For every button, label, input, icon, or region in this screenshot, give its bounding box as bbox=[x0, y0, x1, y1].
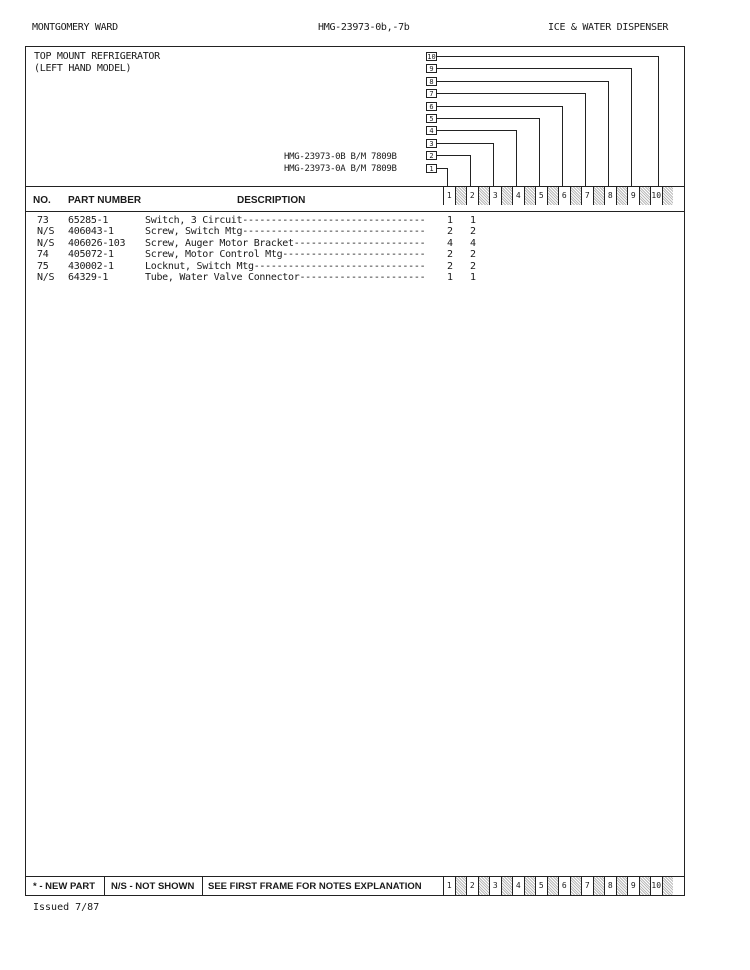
row-item-no: 74 bbox=[37, 249, 49, 261]
model-leader-v-10 bbox=[658, 56, 659, 186]
row-qty-col-1: 4 bbox=[447, 237, 453, 249]
model-column-shade bbox=[616, 187, 628, 205]
col-header-no: NO. bbox=[33, 195, 51, 206]
row-item-no: N/S bbox=[37, 226, 55, 238]
row-qty-col-1: 2 bbox=[447, 260, 453, 272]
row-qty-col-2: 1 bbox=[470, 272, 476, 283]
model-leader-h-5 bbox=[437, 118, 539, 119]
issue-date: Issued 7/87 bbox=[33, 902, 100, 913]
row-description: Tube, Water Valve Connector---------------------- bbox=[145, 272, 426, 283]
row-qty-col-2: 2 bbox=[470, 249, 476, 261]
model-column-shade bbox=[639, 877, 651, 895]
model-box-1: 1 bbox=[426, 164, 437, 173]
model-leader-v-8 bbox=[608, 81, 609, 186]
row-part-number: 64329-1 bbox=[68, 272, 109, 283]
row-qty-col-2: 1 bbox=[470, 215, 476, 226]
row-description: Locknut, Switch Mtg------------------------------ bbox=[145, 260, 426, 272]
model-column-5: 5 bbox=[535, 187, 547, 205]
row-item-no: N/S bbox=[37, 237, 55, 249]
row-qty-col-2: 2 bbox=[470, 260, 476, 272]
row-qty-col-1: 1 bbox=[447, 215, 453, 226]
model-leader-h-7 bbox=[437, 93, 585, 94]
model-column-shade bbox=[501, 877, 513, 895]
model-box-3: 3 bbox=[426, 139, 437, 148]
model-leader-h-1 bbox=[437, 168, 447, 169]
model-column-8: 8 bbox=[604, 877, 616, 895]
model-leader-v-9 bbox=[631, 68, 632, 186]
model-leader-v-4 bbox=[516, 130, 517, 186]
footer-rule bbox=[25, 876, 685, 877]
model-column-7: 7 bbox=[581, 877, 593, 895]
model-column-4: 4 bbox=[512, 187, 524, 205]
model-column-shade bbox=[547, 877, 559, 895]
footer-divider-1 bbox=[104, 876, 105, 895]
col-header-part-number: PART NUMBER bbox=[68, 195, 142, 206]
row-qty-col-1: 2 bbox=[447, 226, 453, 238]
model-box-9: 9 bbox=[426, 64, 437, 73]
model-column-4: 4 bbox=[512, 877, 524, 895]
model-column-7: 7 bbox=[581, 187, 593, 205]
row-item-no: 73 bbox=[37, 215, 49, 226]
model-column-shade bbox=[547, 187, 559, 205]
model-number-header: HMG-23973-0b,-7b bbox=[318, 22, 410, 33]
model-column-1: 1 bbox=[443, 877, 455, 895]
model-column-3: 3 bbox=[489, 187, 501, 205]
model-column-shade bbox=[570, 877, 582, 895]
row-item-no: 75 bbox=[37, 260, 49, 272]
model-column-shade bbox=[593, 187, 605, 205]
model-box-8: 8 bbox=[426, 77, 437, 86]
model-column-2: 2 bbox=[466, 877, 478, 895]
model-column-1: 1 bbox=[443, 187, 455, 205]
model-column-2: 2 bbox=[466, 187, 478, 205]
header-rule-bottom bbox=[25, 211, 685, 212]
model-box-7: 7 bbox=[426, 89, 437, 98]
footer-not-shown: N/S - NOT SHOWN bbox=[111, 881, 195, 892]
row-qty-col-1: 2 bbox=[447, 249, 453, 261]
model-leader-h-4 bbox=[437, 130, 516, 131]
model-box-5: 5 bbox=[426, 114, 437, 123]
row-part-number: 430002-1 bbox=[68, 260, 114, 272]
model-column-shade bbox=[455, 877, 467, 895]
row-part-number: 406026-103 bbox=[68, 237, 126, 249]
row-part-number: 405072-1 bbox=[68, 249, 114, 261]
model-column-5: 5 bbox=[535, 877, 547, 895]
model-leader-v-2 bbox=[470, 155, 471, 186]
model-box-2: 2 bbox=[426, 151, 437, 160]
row-description: Switch, 3 Circuit-------------------------------- bbox=[145, 215, 426, 226]
row-part-number: 406043-1 bbox=[68, 226, 114, 238]
model-leader-h-8 bbox=[437, 81, 608, 82]
model-column-6: 6 bbox=[558, 877, 570, 895]
footer-divider-2 bbox=[202, 876, 203, 895]
model-box-6: 6 bbox=[426, 102, 437, 111]
row-item-no: N/S bbox=[37, 272, 55, 283]
model-column-shade bbox=[455, 187, 467, 205]
footer-notes: SEE FIRST FRAME FOR NOTES EXPLANATION bbox=[208, 881, 422, 892]
model-column-shade bbox=[662, 187, 674, 205]
model-column-shade bbox=[570, 187, 582, 205]
row-qty-col-2: 2 bbox=[470, 226, 476, 238]
appliance-type: TOP MOUNT REFRIGERATOR bbox=[34, 51, 160, 62]
footer-new-part: * - NEW PART bbox=[33, 881, 96, 892]
model-column-10: 10 bbox=[650, 187, 662, 205]
model-column-shade bbox=[524, 187, 536, 205]
row-description: Screw, Switch Mtg-------------------------------- bbox=[145, 226, 426, 238]
model-column-shade bbox=[478, 187, 490, 205]
row-part-number: 65285-1 bbox=[68, 215, 109, 226]
row-qty-col-2: 4 bbox=[470, 237, 476, 249]
row-description: Screw, Motor Control Mtg------------------------- bbox=[145, 249, 426, 261]
model-leader-h-9 bbox=[437, 68, 631, 69]
model-label-2: HMG-23973-0B B/M 7809B bbox=[284, 152, 397, 162]
row-qty-col-1: 1 bbox=[447, 272, 453, 283]
model-leader-v-3 bbox=[493, 143, 494, 186]
model-column-shade bbox=[501, 187, 513, 205]
model-column-9: 9 bbox=[627, 877, 639, 895]
model-column-3: 3 bbox=[489, 877, 501, 895]
row-description: Screw, Auger Motor Bracket----------------------- bbox=[145, 237, 426, 249]
appliance-model-note: (LEFT HAND MODEL) bbox=[34, 63, 132, 74]
section-title: ICE & WATER DISPENSER bbox=[548, 22, 669, 33]
model-column-9: 9 bbox=[627, 187, 639, 205]
model-leader-v-7 bbox=[585, 93, 586, 186]
model-label-1: HMG-23973-0A B/M 7809B bbox=[284, 164, 397, 174]
model-leader-h-3 bbox=[437, 143, 493, 144]
model-column-shade bbox=[593, 877, 605, 895]
model-column-shade bbox=[639, 187, 651, 205]
model-leader-v-1 bbox=[447, 168, 448, 186]
model-column-8: 8 bbox=[604, 187, 616, 205]
model-column-shade bbox=[662, 877, 674, 895]
model-box-4: 4 bbox=[426, 126, 437, 135]
model-leader-h-10 bbox=[437, 56, 658, 57]
model-column-shade bbox=[524, 877, 536, 895]
model-leader-v-6 bbox=[562, 106, 563, 186]
model-leader-h-2 bbox=[437, 155, 470, 156]
model-column-shade bbox=[478, 877, 490, 895]
model-column-shade bbox=[616, 877, 628, 895]
col-header-description: DESCRIPTION bbox=[237, 195, 306, 206]
model-leader-h-6 bbox=[437, 106, 562, 107]
model-column-6: 6 bbox=[558, 187, 570, 205]
model-column-10: 10 bbox=[650, 877, 662, 895]
model-leader-v-5 bbox=[539, 118, 540, 186]
model-box-10: 10 bbox=[427, 53, 436, 61]
publisher-name: MONTGOMERY WARD bbox=[32, 22, 118, 33]
